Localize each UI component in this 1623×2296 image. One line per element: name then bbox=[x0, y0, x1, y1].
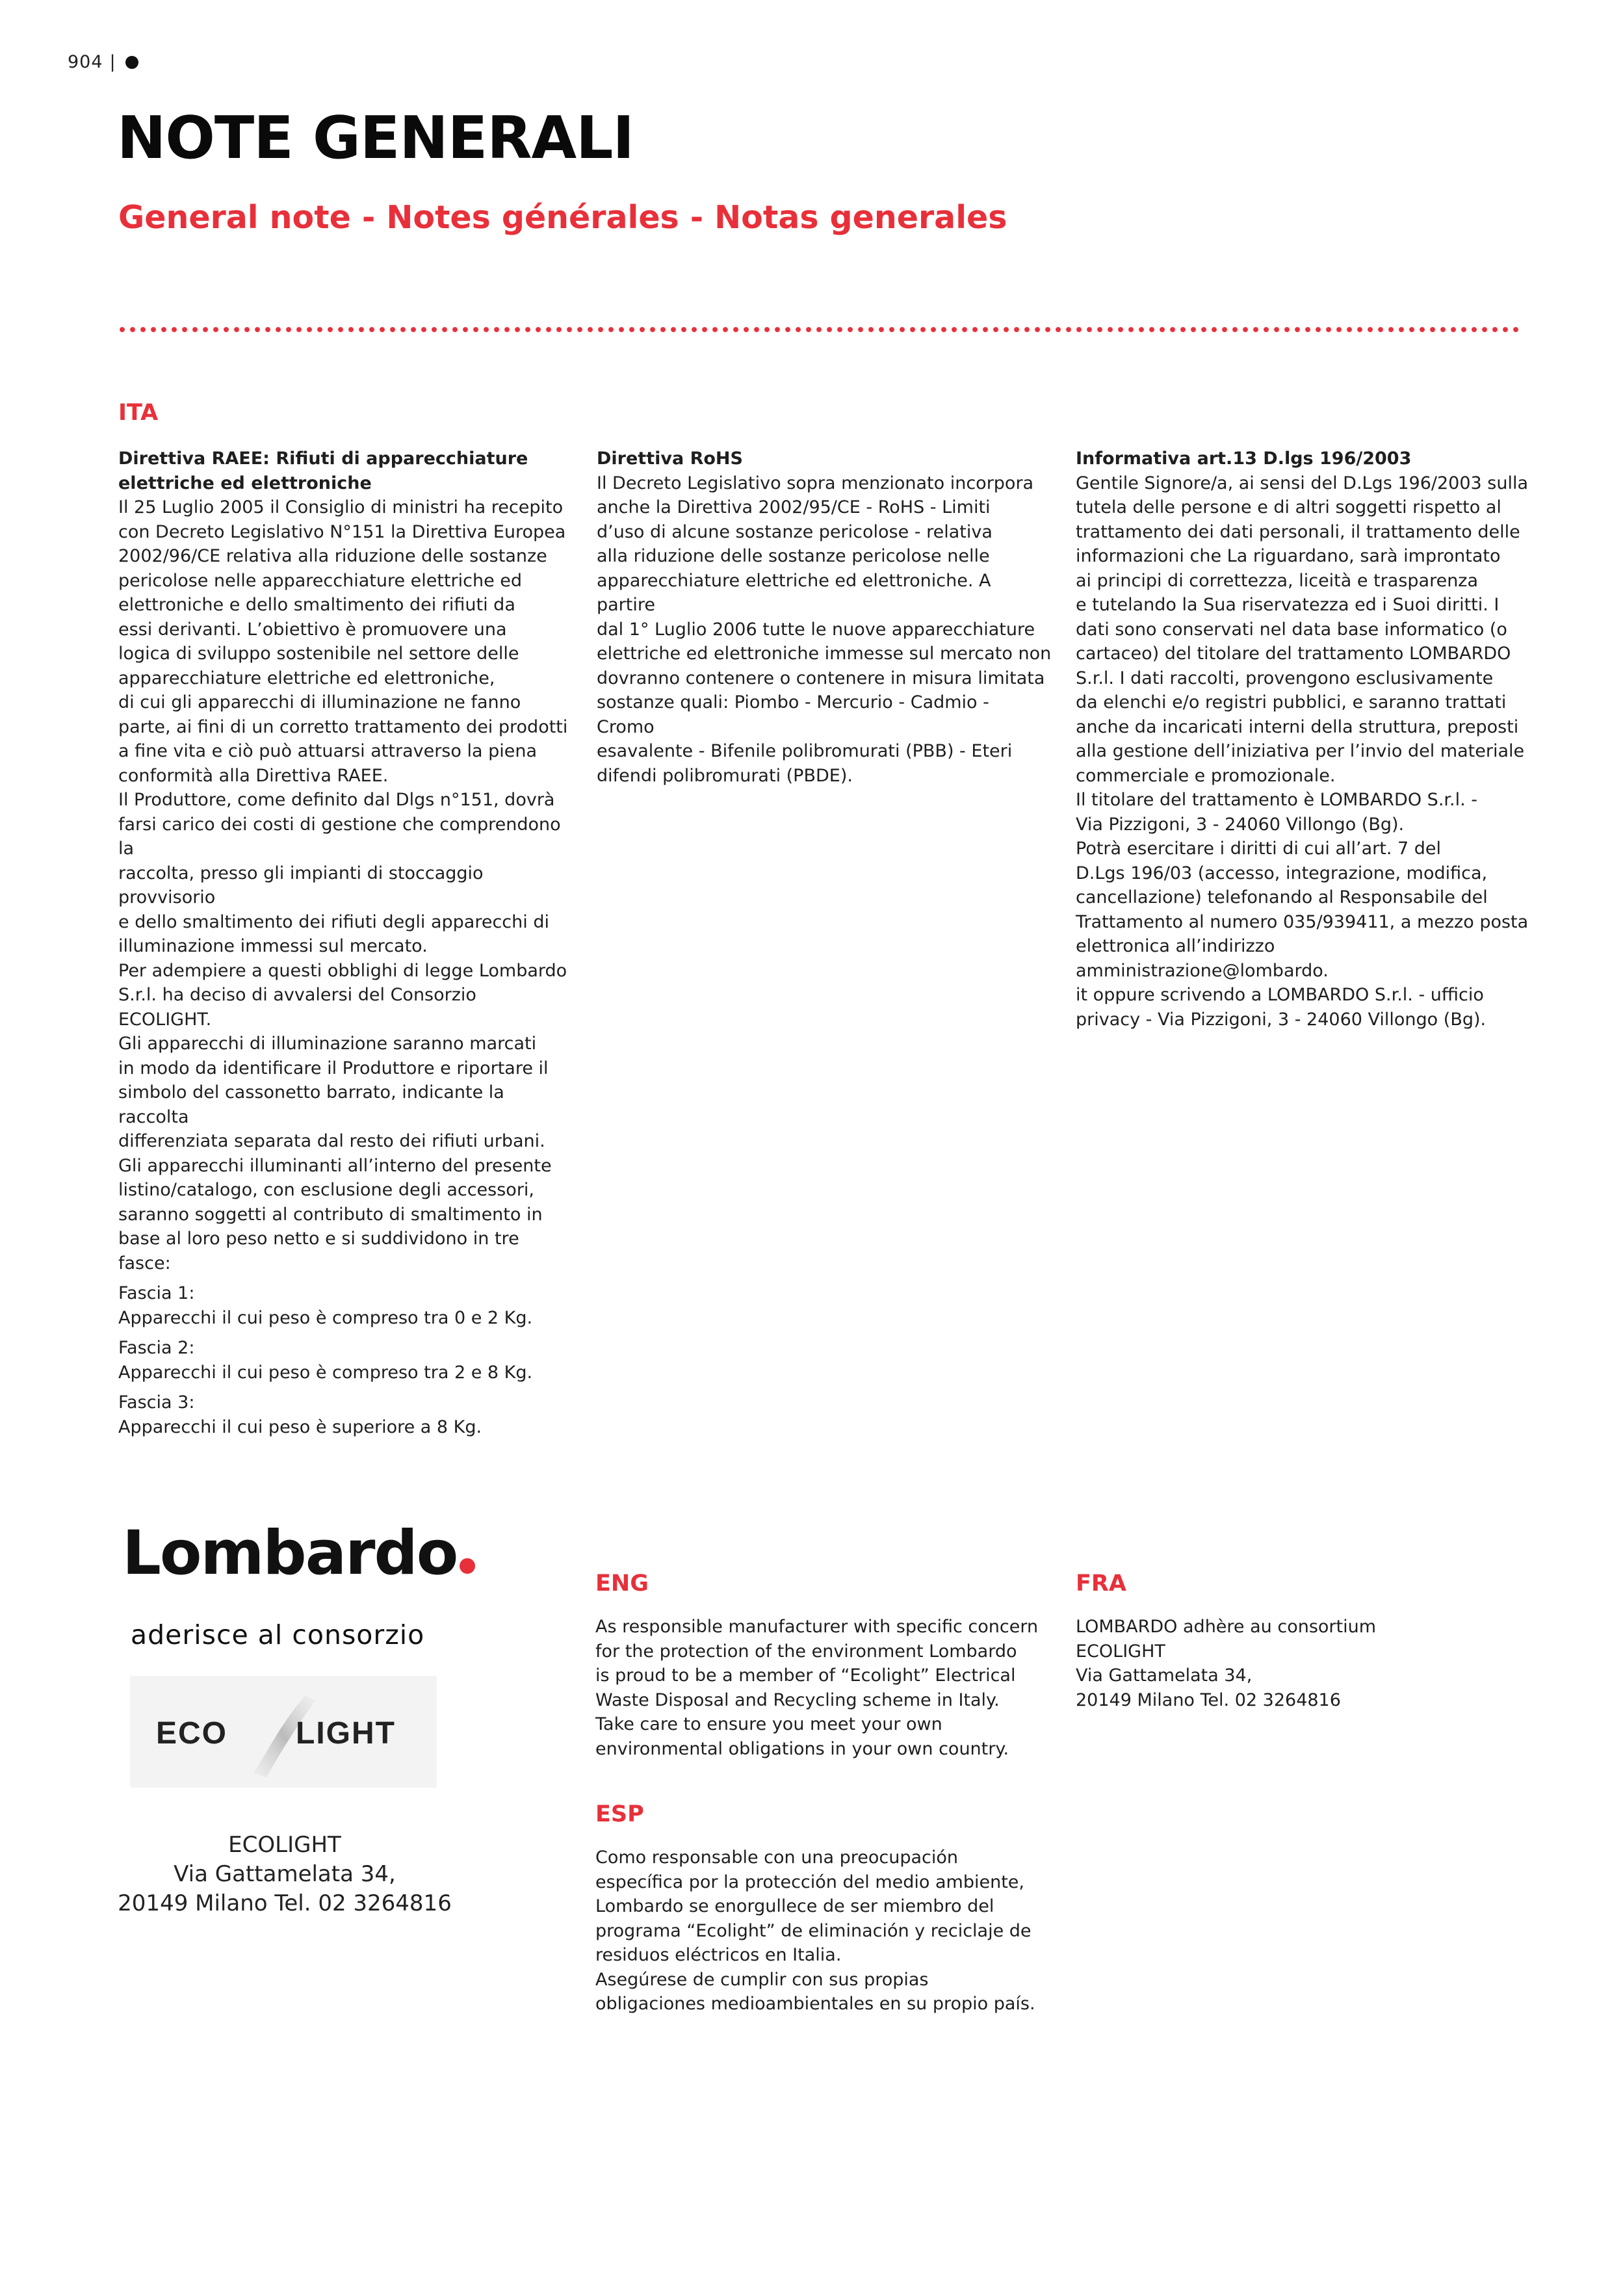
privacy-line: privacy - Via Pizzigoni, 3 - 24060 Villongo (Bg). bbox=[1076, 1009, 1487, 1030]
eng-text bbox=[595, 1615, 1063, 1761]
raee-line: raccolta, presso gli impianti di stoccaggio provvisorio bbox=[118, 863, 484, 907]
rohs-line: alla riduzione delle sostanze pericolose nelle bbox=[597, 546, 990, 566]
esp-line: específica por la protección del medio ambiente, bbox=[595, 1872, 1024, 1892]
page-title: NOTE GENERALI bbox=[117, 104, 634, 172]
rohs-line: dal 1° Luglio 2006 tutte le nuove apparecchiature bbox=[597, 619, 1035, 640]
ecolight-logo-right: LIGHT bbox=[296, 1716, 396, 1751]
fra-line: Via Gattamelata 34, bbox=[1076, 1665, 1253, 1686]
esp-line: Asegúrese de cumplir con sus propias bbox=[595, 1969, 929, 1990]
esp-line: residuos eléctricos en Italia. bbox=[595, 1945, 842, 1965]
raee-line: base al loro peso netto e si suddividono in tre fasce: bbox=[118, 1229, 519, 1273]
eng-line: is proud to be a member of “Ecolight” Electrical bbox=[595, 1665, 1016, 1686]
privacy-line: da elenchi e/o registri pubblici, e saranno trattati bbox=[1076, 692, 1507, 712]
privacy-line: it oppure scrivendo a LOMBARDO S.r.l. - ufficio bbox=[1076, 985, 1484, 1005]
privacy-column bbox=[1076, 447, 1531, 1032]
eng-line: Waste Disposal and Recycling scheme in Italy. bbox=[595, 1689, 1000, 1710]
eng-line: environmental obligations in your own country. bbox=[595, 1738, 1009, 1759]
ecolight-address bbox=[109, 1831, 460, 1918]
privacy-line: cancellazione) telefonando al Responsabile del bbox=[1076, 887, 1488, 907]
fascia-text: Apparecchi il cui peso è compreso tra 0 e 2 Kg. bbox=[118, 1307, 533, 1328]
raee-column bbox=[118, 447, 573, 1439]
raee-heading-line: elettriche ed elettroniche bbox=[118, 473, 372, 493]
raee-line: apparecchiature elettriche ed elettroniche, bbox=[118, 668, 495, 688]
privacy-line: commerciale e promozionale. bbox=[1076, 765, 1336, 786]
raee-line: Il 25 Luglio 2005 il Consiglio di ministri ha recepito bbox=[118, 497, 564, 517]
privacy-line: anche da incaricati interni della struttura, preposti bbox=[1076, 716, 1519, 737]
esp-line: programa “Ecolight” de eliminación y reciclaje de bbox=[595, 1920, 1032, 1941]
eng-line: As responsible manufacturer with specific concern bbox=[595, 1617, 1039, 1637]
raee-line: illuminazione immessi sul mercato. bbox=[118, 936, 428, 956]
page-number-separator: | bbox=[109, 52, 116, 72]
privacy-line: informazioni che La riguardano, sarà improntato bbox=[1076, 546, 1501, 566]
privacy-line: Via Pizzigoni, 3 - 24060 Villongo (Bg). bbox=[1076, 814, 1405, 835]
bullet-icon bbox=[125, 56, 138, 69]
eng-line: for the protection of the environment Lombardo bbox=[595, 1641, 1017, 1662]
fascia-label: Fascia 1: bbox=[118, 1283, 195, 1303]
raee-line: S.r.l. ha deciso di avvalersi del Consorzio ECOLIGHT. bbox=[118, 985, 476, 1030]
raee-line: listino/catalogo, con esclusione degli accessori, bbox=[118, 1180, 534, 1200]
privacy-heading: Informativa art.13 D.lgs 196/2003 bbox=[1076, 449, 1412, 469]
esp-line: obligaciones medioambientales en su propio país. bbox=[595, 1994, 1035, 2014]
raee-line: di cui gli apparecchi di illuminazione ne fanno bbox=[118, 692, 521, 712]
raee-line: parte, ai fini di un corretto trattamento dei prodotti bbox=[118, 716, 568, 737]
esp-line: Como responsable con una preocupación bbox=[595, 1847, 958, 1868]
ecolight-address-line: ECOLIGHT bbox=[228, 1832, 341, 1858]
page-number bbox=[68, 52, 138, 72]
section-label-ita: ITA bbox=[118, 400, 159, 426]
raee-line: Gli apparecchi di illuminazione saranno marcati bbox=[118, 1034, 537, 1054]
raee-line: 2002/96/CE relativa alla riduzione delle sostanze bbox=[118, 546, 547, 566]
raee-line: conformità alla Direttiva RAEE. bbox=[118, 765, 389, 786]
raee-line: a fine vita e ciò può attuarsi attraverso la piena bbox=[118, 741, 538, 761]
privacy-line: dati sono conservati nel data base informatico (o bbox=[1076, 619, 1507, 640]
privacy-line: elettronica all’indirizzo amministrazione@lombardo. bbox=[1076, 936, 1329, 981]
privacy-line: Il titolare del trattamento è LOMBARDO S.r.l. - bbox=[1076, 790, 1478, 810]
fra-line: 20149 Milano Tel. 02 3264816 bbox=[1076, 1689, 1341, 1710]
rohs-line: elettriche ed elettroniche immesse sul mercato non bbox=[597, 644, 1052, 664]
dotted-divider bbox=[117, 327, 1521, 332]
raee-line: farsi carico dei costi di gestione che comprendono la bbox=[118, 814, 561, 859]
privacy-line: trattamento dei dati personali, il trattamento delle bbox=[1076, 521, 1520, 542]
fascia-text: Apparecchi il cui peso è compreso tra 2 e 8 Kg. bbox=[118, 1362, 533, 1383]
privacy-line: ai principi di correttezza, liceità e trasparenza bbox=[1076, 570, 1479, 591]
consortium-adherence-text: aderisce al consorzio bbox=[131, 1619, 425, 1650]
privacy-line: Potrà esercitare i diritti di cui all’art. 7 del bbox=[1076, 839, 1442, 859]
ecolight-logo-graphic bbox=[130, 1676, 437, 1788]
raee-line: pericolose nelle apparecchiature elettriche ed bbox=[118, 570, 523, 591]
eng-line: Take care to ensure you meet your own bbox=[595, 1714, 942, 1734]
fascia-label: Fascia 2: bbox=[118, 1338, 195, 1358]
privacy-line: e tutelando la Sua riservatezza ed i Suoi diritti. I bbox=[1076, 595, 1500, 615]
privacy-line: S.r.l. I dati raccolti, provengono esclusivamente bbox=[1076, 668, 1494, 688]
rohs-line: difendi polibromurati (PBDE). bbox=[597, 765, 853, 786]
rohs-column bbox=[597, 447, 1052, 788]
esp-text bbox=[595, 1846, 1076, 2016]
section-label-esp: ESP bbox=[595, 1801, 644, 1827]
fra-line: LOMBARDO adhère au consortium bbox=[1076, 1617, 1377, 1637]
ecolight-address-line: Via Gattamelata 34, bbox=[174, 1861, 396, 1887]
raee-line: differenziata separata dal resto dei rifiuti urbani. bbox=[118, 1131, 545, 1151]
raee-line: saranno soggetti al contributo di smaltimento in bbox=[118, 1204, 543, 1225]
rohs-line: dovranno contenere o contenere in misura limitata bbox=[597, 668, 1045, 688]
raee-line: Per adempiere a questi obblighi di legge Lombardo bbox=[118, 960, 567, 981]
rohs-line: Il Decreto Legislativo sopra menzionato incorpora bbox=[597, 473, 1034, 493]
raee-line: simbolo del cassonetto barrato, indicante la raccolta bbox=[118, 1082, 504, 1127]
lombardo-logo bbox=[122, 1518, 475, 1589]
fra-line: ECOLIGHT bbox=[1076, 1641, 1165, 1662]
raee-heading-line: Direttiva RAEE: Rifiuti di apparecchiature bbox=[118, 449, 528, 469]
raee-line: con Decreto Legislativo N°151 la Direttiva Europea bbox=[118, 521, 566, 542]
privacy-line: tutela delle persone e di altri soggetti rispetto al bbox=[1076, 497, 1501, 517]
raee-line: e dello smaltimento dei rifiuti degli apparecchi di bbox=[118, 911, 549, 932]
privacy-line: cartaceo) del titolare del trattamento LOMBARDO bbox=[1076, 644, 1511, 664]
page-subtitle: General note - Notes générales - Notas generales bbox=[118, 199, 1007, 236]
rohs-line: anche la Direttiva 2002/95/CE - RoHS - Limiti bbox=[597, 497, 991, 517]
raee-line: Gli apparecchi illuminanti all’interno del presente bbox=[118, 1155, 552, 1176]
ecolight-address-line: 20149 Milano Tel. 02 3264816 bbox=[118, 1890, 452, 1916]
fra-text bbox=[1076, 1615, 1531, 1712]
logo-text: Lombardo bbox=[122, 1518, 458, 1589]
raee-line: in modo da identificare il Produttore e riportare il bbox=[118, 1058, 549, 1078]
privacy-line: alla gestione dell’iniziativa per l’invio del materiale bbox=[1076, 741, 1525, 761]
fascia-label: Fascia 3: bbox=[118, 1392, 195, 1413]
privacy-line: Trattamento al numero 035/939411, a mezzo posta bbox=[1076, 911, 1529, 932]
section-label-fra: FRA bbox=[1076, 1571, 1126, 1597]
raee-line: Il Produttore, come definito dal Dlgs n°151, dovrà bbox=[118, 790, 555, 810]
ecolight-logo bbox=[130, 1676, 437, 1788]
rohs-line: esavalente - Bifenile polibromurati (PBB) - Eteri bbox=[597, 741, 1013, 761]
privacy-line: Gentile Signore/a, ai sensi del D.Lgs 196/2003 sulla bbox=[1076, 473, 1529, 493]
raee-line: elettroniche e dello smaltimento dei rifiuti da bbox=[118, 595, 515, 615]
esp-line: Lombardo se enorgullece de ser miembro del bbox=[595, 1896, 994, 1916]
rohs-heading: Direttiva RoHS bbox=[597, 449, 743, 469]
rohs-line: sostanze quali: Piombo - Mercurio - Cadmio - Cromo bbox=[597, 692, 989, 737]
section-label-eng: ENG bbox=[595, 1571, 649, 1597]
raee-line: essi derivanti. L’obiettivo è promuovere una bbox=[118, 619, 507, 640]
raee-line: logica di sviluppo sostenibile nel settore delle bbox=[118, 644, 519, 664]
logo-dot-icon bbox=[460, 1558, 475, 1574]
rohs-line: d’uso di alcune sostanze pericolose - relativa bbox=[597, 521, 993, 542]
fascia-text: Apparecchi il cui peso è superiore a 8 Kg. bbox=[118, 1416, 482, 1437]
rohs-line: apparecchiature elettriche ed elettroniche. A partire bbox=[597, 570, 991, 615]
page-number-value: 904 bbox=[68, 52, 103, 72]
ecolight-logo-left: ECO bbox=[156, 1716, 228, 1751]
privacy-line: D.Lgs 196/03 (accesso, integrazione, modifica, bbox=[1076, 863, 1488, 883]
